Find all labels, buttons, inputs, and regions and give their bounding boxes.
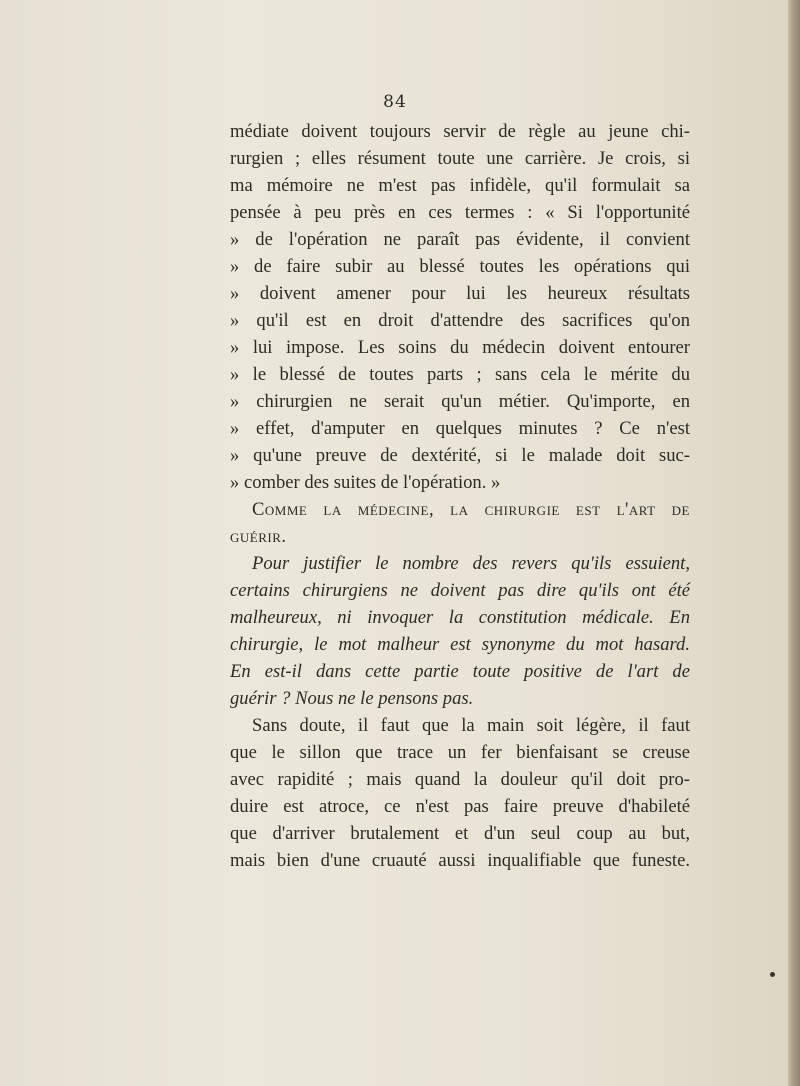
- italic-line: malheureux, ni invoquer la constitution médicale. En: [230, 607, 690, 628]
- text-line: » le blessé de toutes parts ; sans cela le mérite du: [230, 364, 690, 385]
- italic-line: En est-il dans cette partie toute positive de l'art de: [230, 661, 690, 682]
- text-line: que d'arriver brutalement et d'un seul coup au but,: [230, 823, 690, 844]
- text-line: » comber des suites de l'opération. »: [230, 472, 501, 493]
- text-line: » qu'une preuve de dextérité, si le malade doit suc-: [230, 445, 690, 466]
- section-heading-continued: guérir.: [230, 526, 287, 547]
- text-line: » doivent amener pour lui les heureux résultats: [230, 283, 690, 304]
- page-number: 84: [383, 92, 407, 112]
- text-line: » de l'opération ne paraît pas évidente, il convient: [230, 229, 690, 250]
- section-heading: Comme la médecine, la chirurgie est l'art de: [252, 499, 690, 520]
- text-line: pensée à peu près en ces termes : « Si l'opportunité: [230, 202, 690, 223]
- page-body: [230, 118, 690, 874]
- text-line: médiate doivent toujours servir de règle au jeune chi-: [230, 121, 690, 142]
- text-line: » effet, d'amputer en quelques minutes ? Ce n'est: [230, 418, 690, 439]
- text-line: que le sillon que trace un fer bienfaisant se creuse: [230, 742, 690, 763]
- text-line: mais bien d'une cruauté aussi inqualifiable que funeste.: [230, 850, 690, 871]
- text-line: » qu'il est en droit d'attendre des sacrifices qu'on: [230, 310, 690, 331]
- ink-speck: [770, 972, 775, 977]
- text-line: Sans doute, il faut que la main soit légère, il faut: [252, 715, 690, 736]
- italic-line: guérir ? Nous ne le pensons pas.: [230, 688, 474, 709]
- italic-line: chirurgie, le mot malheur est synonyme du mot hasard.: [230, 634, 690, 655]
- text-line: duire est atroce, ce n'est pas faire preuve d'habileté: [230, 796, 690, 817]
- text-line: ma mémoire ne m'est pas infidèle, qu'il formulait sa: [230, 175, 690, 196]
- text-line: » lui impose. Les soins du médecin doivent entourer: [230, 337, 690, 358]
- text-line: rurgien ; elles résument toute une carrière. Je crois, si: [230, 148, 690, 169]
- text-line: » chirurgien ne serait qu'un métier. Qu'importe, en: [230, 391, 690, 412]
- italic-line: certains chirurgiens ne doivent pas dire qu'ils ont été: [230, 580, 690, 601]
- text-line: » de faire subir au blessé toutes les opérations qui: [230, 256, 690, 277]
- text-line: avec rapidité ; mais quand la douleur qu'il doit pro-: [230, 769, 690, 790]
- italic-line: Pour justifier le nombre des revers qu'ils essuient,: [252, 553, 690, 574]
- page-edge: [788, 0, 800, 1086]
